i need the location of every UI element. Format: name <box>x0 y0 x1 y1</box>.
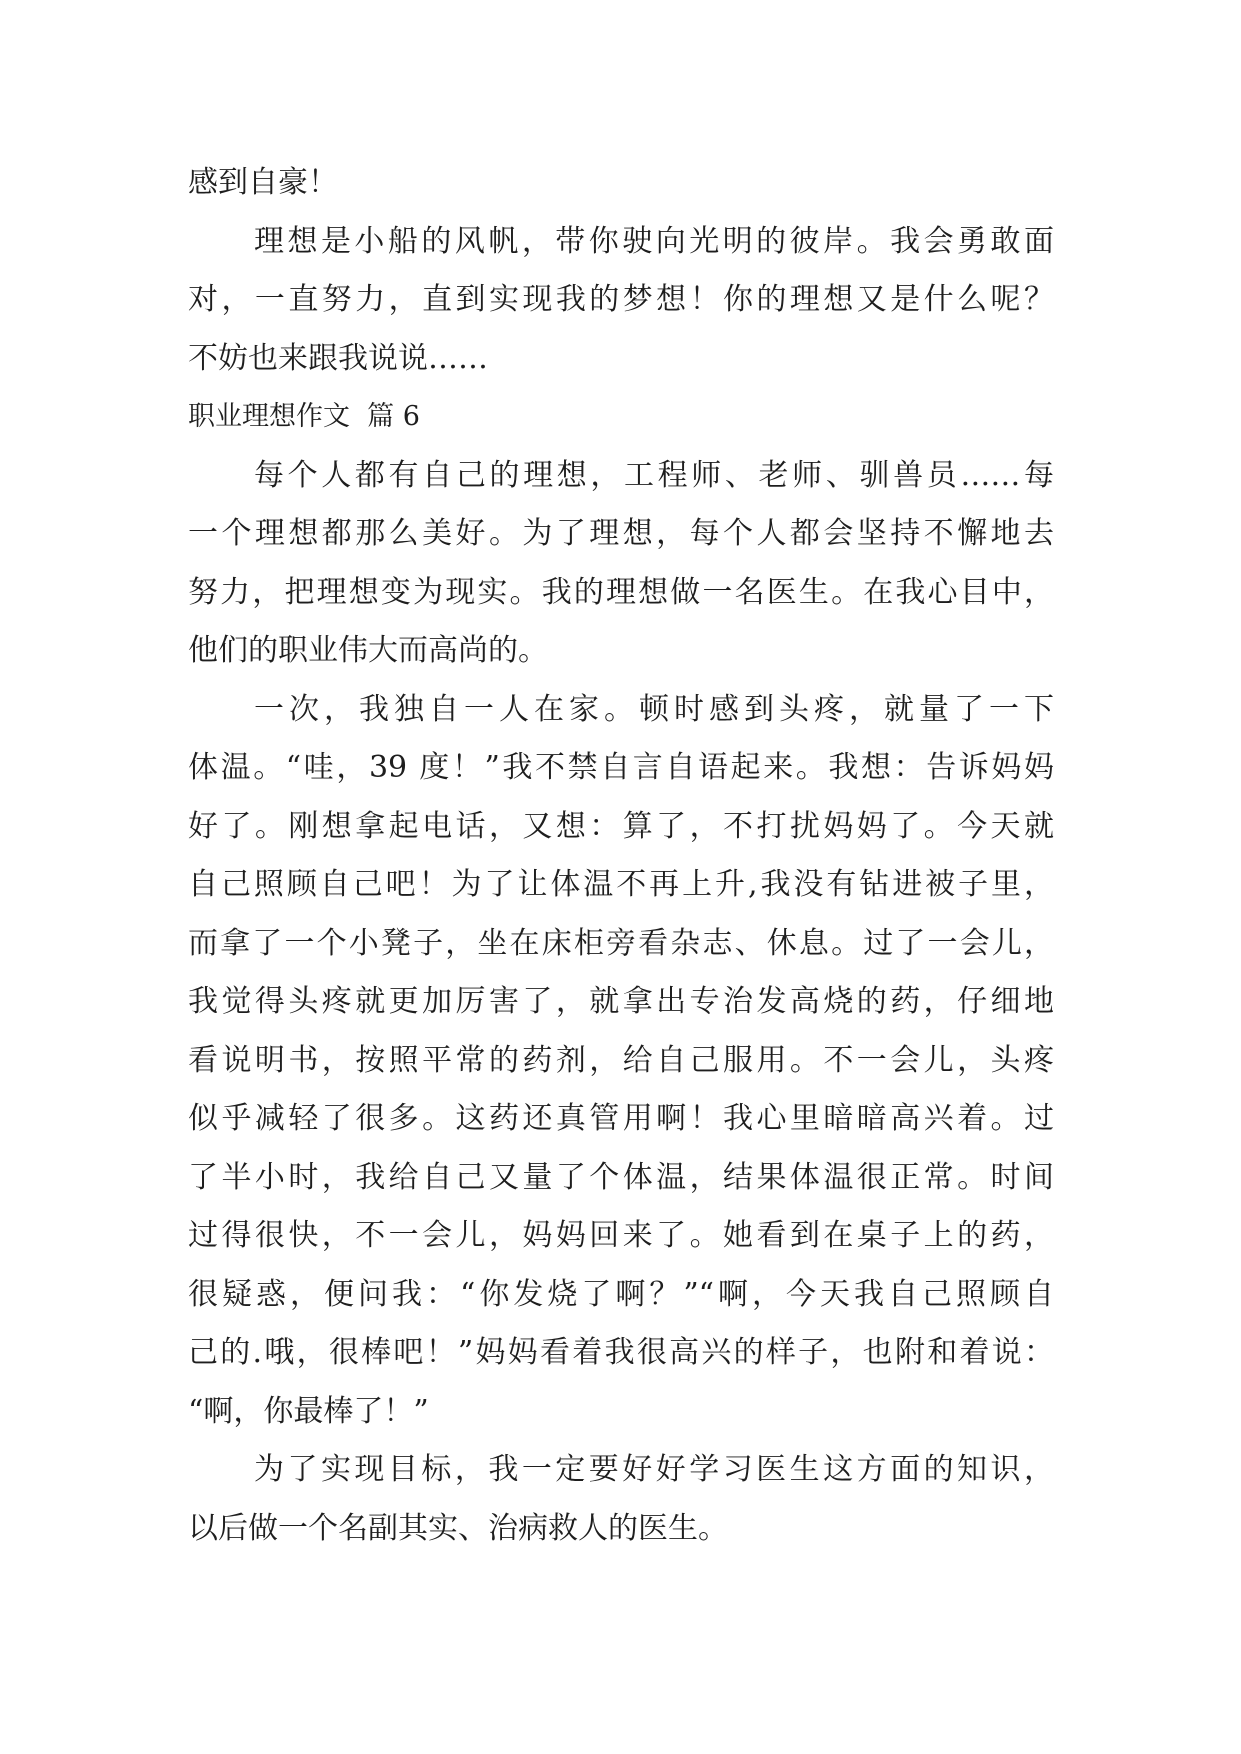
text-line: 感到自豪！ <box>188 165 338 200</box>
text-line: 过得很快，不一会儿，妈妈回来了。她看到在桌子上的药， <box>188 1218 1054 1253</box>
text-line: 自己照顾自己吧！为了让体温不再上升,我没有钻进被子里， <box>188 867 1054 902</box>
text-line: 体温。“哇，39 度！”我不禁自言自语起来。我想：告诉妈妈 <box>188 750 1054 785</box>
text-line: 己的.哦，很棒吧！”妈妈看着我很高兴的样子，也附和着说： <box>188 1335 1054 1370</box>
text-line: 我觉得头疼就更加厉害了，就拿出专治发高烧的药，仔细地 <box>188 984 1054 1019</box>
document-body <box>188 154 1054 1558</box>
text-line: 而拿了一个小凳子，坐在床柜旁看杂志、休息。过了一会儿， <box>188 925 1054 961</box>
text-line: 一个理想都那么美好。为了理想，每个人都会坚持不懈地去 <box>188 516 1054 551</box>
text-line: 了半小时，我给自己又量了个体温，结果体温很正常。时间 <box>188 1159 1054 1195</box>
text-line: 为了实现目标，我一定要好好学习医生这方面的知识， <box>254 1452 1054 1487</box>
text-line: 好了。刚想拿起电话，又想：算了，不打扰妈妈了。今天就 <box>188 808 1054 844</box>
text-line: 一次，我独自一人在家。顿时感到头疼，就量了一下 <box>254 691 1054 727</box>
text-line: 很疑惑，便问我：“你发烧了啊？”“啊，今天我自己照顾自 <box>188 1276 1054 1312</box>
paragraph <box>188 213 1054 389</box>
paragraph <box>188 681 1054 1442</box>
text-line: 理想是小船的风帆，带你驶向光明的彼岸。我会勇敢面 <box>254 223 1054 259</box>
text-line: 他们的职业伟大而高尚的。 <box>188 633 548 668</box>
text-line: “啊，你最棒了！” <box>188 1393 429 1429</box>
text-line: 每个人都有自己的理想，工程师、老师、驯兽员……每 <box>254 457 1054 493</box>
text-line: 对，一直努力，直到实现我的梦想！你的理想又是什么呢？ <box>188 282 1054 317</box>
paragraph <box>188 447 1054 681</box>
text-line: 看说明书，按照平常的药剂，给自己服用。不一会儿，头疼 <box>188 1042 1054 1078</box>
continued-paragraph <box>188 154 1054 213</box>
text-line: 不妨也来跟我说说…… <box>188 340 488 376</box>
section-heading: 职业理想作文 篇 6 <box>188 401 420 432</box>
text-line: 努力，把理想变为现实。我的理想做一名医生。在我心目中， <box>188 574 1054 610</box>
paragraph <box>188 1441 1054 1558</box>
text-line: 以后做一个名副其实、治病救人的医生。 <box>188 1510 728 1546</box>
text-line: 似乎减轻了很多。这药还真管用啊！我心里暗暗高兴着。过 <box>188 1101 1054 1136</box>
